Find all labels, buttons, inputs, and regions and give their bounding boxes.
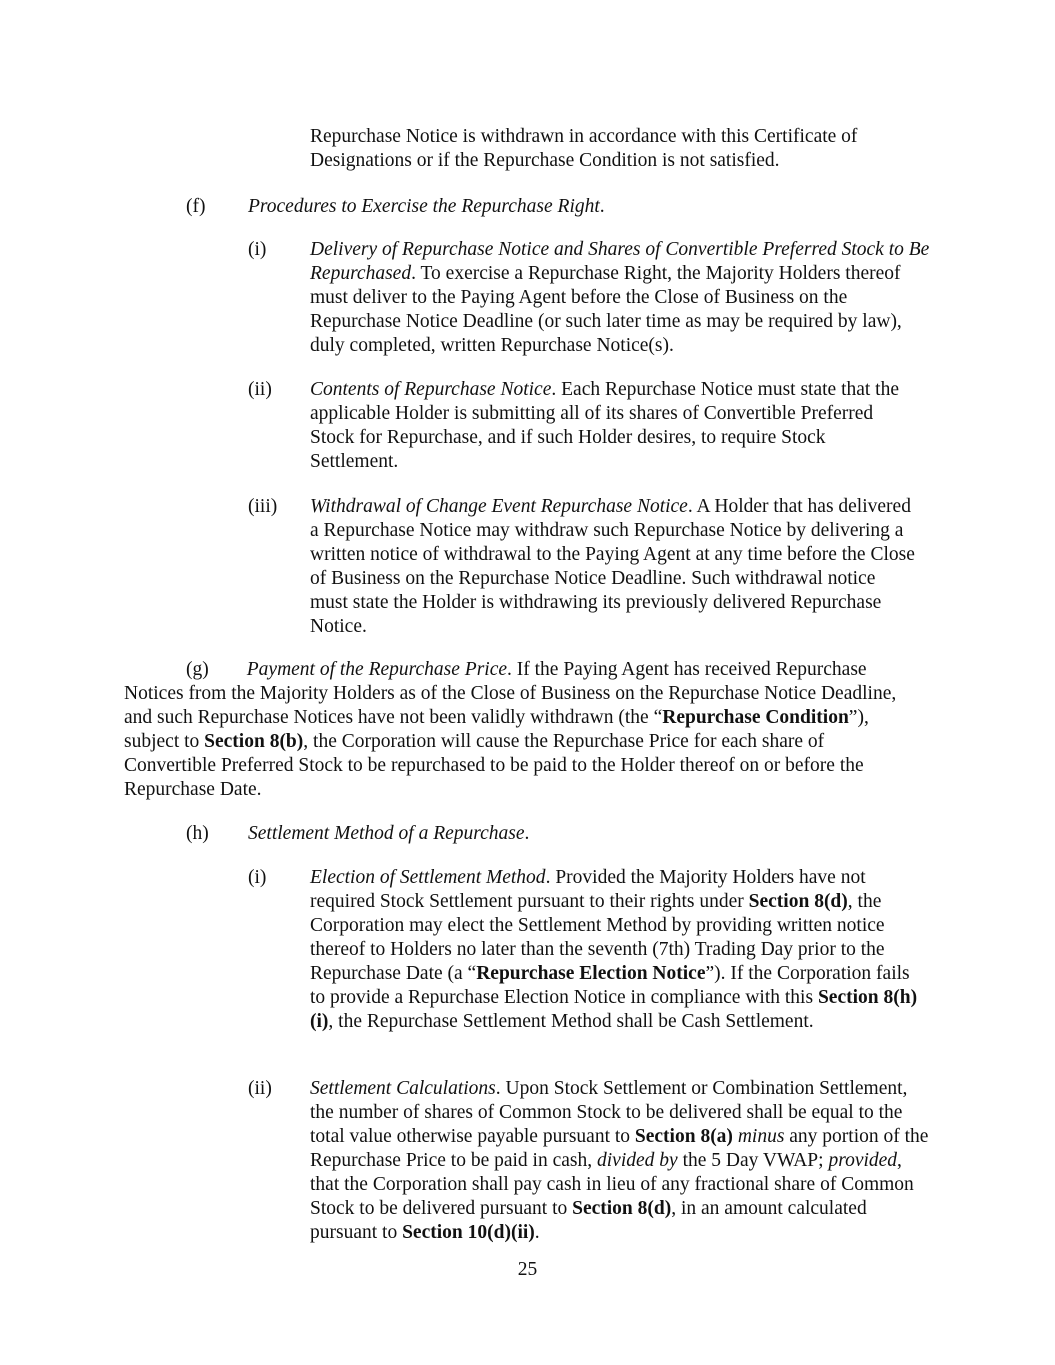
- item-label: (ii): [248, 1078, 272, 1099]
- continuation-paragraph: [310, 125, 910, 173]
- item-label: (ii): [248, 379, 272, 400]
- item-heading: Withdrawal of Change Event Repurchase Notice: [310, 496, 688, 517]
- section-reference: Section 8(d): [748, 891, 848, 912]
- item-heading: Election of Settlement Method: [310, 867, 546, 888]
- section-reference: Section 8(b): [204, 731, 304, 752]
- item-heading: Settlement Calculations: [310, 1078, 496, 1099]
- section-f-label: (f): [186, 196, 206, 217]
- item-heading: Contents of Repurchase Notice: [310, 379, 552, 400]
- section-reference: Section 10(d)(ii): [402, 1222, 535, 1243]
- item-text: . A Holder that has delivered a Repurchase Notice may withdraw such Repurchase Notice by delivering a written notice of withdrawal to the Paying Agent at any time before the Close of Business on the Repurchase Notice Deadline. Such withdrawal notice must state the Holder is withdrawing its previously delivered Repurchase Notice.: [310, 496, 915, 637]
- section-h-label: (h): [186, 823, 209, 844]
- section-reference: Section 8(a): [634, 1126, 733, 1147]
- item-text: . To exercise a Repurchase Right, the Majority Holders thereof must deliver to the Paying Agent before the Close of Business on the Repurchase Notice Deadline (or such later time as may be required by law), duly completed, written Repurchase Notice(s).: [310, 263, 902, 356]
- item-label: (iii): [248, 496, 278, 517]
- section-g-paragraph: (g) Payment of the Repurchase Price. If the Paying Agent has received Repurchase Notices from the Majority Holders as of the Close of Business on the Repurchase Notice Deadline, and such Repurchase Notices have not been validly withdrawn (the “Repurchase Condition”), subject to Section 8(b), the Corporation will cause the Repurchase Price for each share of Convertible Preferred Stock to be repurchased to be paid to the Holder thereof on or before the Repurchase Date.: [124, 659, 897, 800]
- page-number: 25: [517, 1259, 538, 1280]
- document-page: Repurchase Notice is withdrawn in accordance with this Certificate of Designations or if the Repurchase Condition is not satisfied. (f) Procedures to Exercise the Repurchase Right. (i) Delivery of Repurchase Notice and Shares of Convertible Preferred Stock to Be Repurchased. To exercise a Repurchase Right, the Majority Holders thereof must deliver to the Paying Agent before the Close of Business on the Repurchase Notice Deadline (or such later time as may be required by law), duly completed, written Repurchase Notice(s). (ii) Contents of Repurchase Notice. Each Repurchase Notice must state that the applicable Holder is submitting all of its shares of Convertible Preferred Stock for Repurchase, and if such Holder desires, to require Stock Settlement. (iii) Withdrawal of Change Event Repurchase Notice. A Holder that has delivered a Repurchase Notice may withdraw such Repurchase Notice by delivering a written notice of withdrawal to the Paying Agent at any time before the Close of Business on the Repurchase Notice Deadline. Such withdrawal notice must state the Holder is withdrawing its previously delivered Repurchase Notice. (g) Payment of the Repurchase Price. If the Paying Agent has received Repurchase Notices from the Majority Holders as of the Close of Business on the Repurchase Notice Deadline, and such Repurchase Notices have not been validly withdrawn (the “Repurchase Condition”), subject to Section 8(b), the Corporation will cause the Repurchase Price for each share of Convertible Preferred Stock to be repurchased to be paid to the Holder thereof on or before the Repurchase Date. (h) Settlement Method of a Repurchase. (i) Election of Settlement Method. Provided the Majority Holders have not required Stock Settlement pursuant to their rights under Section 8(d), the Corporation may elect the Settlement Method by providing written notice thereof to Holders no later than the seventh (7th) Trading Day prior to the Repurchase Date (a “Repurchase Election Notice”). If the Corporation fails to provide a Repurchase Election Notice in compliance with this Section 8(h)(i), the Repurchase Settlement Method shall be Cash Settlement. (ii) Settlement Calculations. Upon Stock Settlement or Combination Settlement, the number of shares of Common Stock to be delivered shall be equal to the total value otherwise payable pursuant to Section 8(a) minus any portion of the Repurchase Price to be paid in cash, divided by the 5 Day VWAP; provided, that the Corporation shall pay cash in lieu of any fractional share of Common Stock to be delivered pursuant to Section 8(d), in an amount calculated pursuant to Section 10(d)(ii). 25: [0, 0, 1055, 1365]
- defined-term: Repurchase Election Notice: [476, 963, 706, 984]
- item-label: (i): [248, 239, 267, 260]
- continuation-text: Repurchase Notice is withdrawn in accordance with this Certificate of Designations or if the Repurchase Condition is not satisfied.: [310, 126, 858, 171]
- item-heading: Delivery of Repurchase Notice and Shares of Convertible Preferred Stock to Be Repurchased: [310, 239, 930, 284]
- section-g-title: Payment of the Repurchase Price: [246, 659, 508, 680]
- section-f-title: Procedures to Exercise the Repurchase Right: [248, 196, 600, 217]
- section-reference: Section 8(h)(i): [310, 987, 918, 1032]
- item-label: (i): [248, 867, 267, 888]
- section-g-label: (g): [186, 659, 209, 680]
- emphasis: provided: [828, 1150, 898, 1171]
- emphasis: divided by: [597, 1150, 678, 1171]
- item-text: . Each Repurchase Notice must state that the applicable Holder is submitting all of its shares of Convertible Preferred Stock for Repurchase, and if such Holder desires, to require Stock Settlement.: [310, 379, 900, 472]
- emphasis: minus: [737, 1126, 785, 1147]
- section-reference: Section 8(d): [572, 1198, 672, 1219]
- section-h-title: Settlement Method of a Repurchase: [248, 823, 525, 844]
- defined-term: Repurchase Condition: [662, 707, 849, 728]
